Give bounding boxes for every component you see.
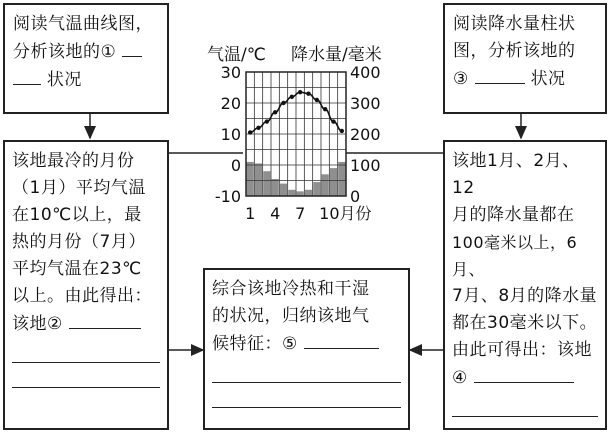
tick-label-temperature: 30 bbox=[220, 63, 241, 82]
top-right-line2: 图，分析该地的 bbox=[453, 41, 576, 61]
temperature-point bbox=[315, 98, 319, 102]
precip-bar bbox=[313, 182, 320, 196]
tick-label-month: 4 bbox=[270, 204, 281, 223]
tick-label-precipitation: 0 bbox=[350, 187, 361, 206]
precip-bar bbox=[255, 163, 262, 196]
temperature-point bbox=[290, 95, 294, 99]
tick-label-temperature: 0 bbox=[230, 156, 241, 175]
mid-left-line: 以上。由此得出： bbox=[12, 286, 152, 306]
temperature-point bbox=[298, 90, 302, 94]
axis-title-precipitation: 降水量/毫米 bbox=[291, 45, 382, 65]
mid-left-line: 该地② bbox=[12, 314, 63, 334]
precip-bar bbox=[263, 171, 270, 196]
tick-label-temperature: 10 bbox=[220, 125, 241, 144]
temperature-point bbox=[306, 92, 310, 96]
tick-label-month: 7 bbox=[295, 204, 306, 223]
top-right-line1: 阅读降水量柱状 bbox=[453, 14, 576, 34]
top-left-line3-suffix: 状况 bbox=[46, 70, 82, 90]
tick-label-precipitation: 300 bbox=[350, 94, 381, 113]
temperature-point bbox=[256, 126, 260, 130]
mid-right-line: 7月、8月的降水量 bbox=[452, 286, 598, 306]
mid-right-line: 月的降水量都在 bbox=[452, 205, 575, 225]
temperature-point bbox=[265, 119, 269, 123]
mid-right-line: ④ bbox=[452, 368, 468, 388]
precip-bar bbox=[338, 162, 345, 196]
mid-right-line: 都在30毫米以下。 bbox=[452, 313, 598, 333]
temperature-point bbox=[281, 101, 285, 105]
mid-left-line: 平均气温在23℃ bbox=[12, 259, 142, 279]
precip-bar bbox=[280, 184, 287, 196]
precip-bar bbox=[272, 179, 279, 196]
mid-left-line: 热的月份（7月） bbox=[12, 232, 146, 252]
precip-bar bbox=[305, 190, 312, 196]
tick-label-precipitation: 400 bbox=[350, 63, 381, 82]
temperature-point bbox=[331, 119, 335, 123]
top-left-line2: 分析该地的① bbox=[13, 42, 117, 62]
tick-label-temperature: -10 bbox=[214, 187, 241, 206]
center-line: 综合该地冷热和干湿 bbox=[212, 279, 370, 299]
temperature-point bbox=[340, 129, 344, 133]
precip-bar bbox=[330, 168, 337, 196]
tick-label-month: 10月份 bbox=[319, 204, 372, 223]
mid-left-line: 该地最冷的月份 bbox=[12, 151, 135, 171]
tick-label-temperature: 20 bbox=[220, 94, 241, 113]
mid-left-line: （1月）平均气温 bbox=[12, 178, 146, 198]
precip-bar bbox=[322, 174, 329, 196]
precip-bar bbox=[288, 190, 295, 196]
mid-right-line: 该地1月、2月、12 bbox=[452, 151, 580, 198]
mid-right-line: 由此可得出：该地 bbox=[452, 340, 592, 360]
temperature-point bbox=[248, 130, 252, 134]
top-right-line3-prefix: ③ bbox=[453, 69, 469, 89]
temperature-point bbox=[323, 107, 327, 111]
axis-title-temperature: 气温/℃ bbox=[207, 45, 266, 65]
top-right-line3-suffix: 状况 bbox=[530, 69, 566, 89]
temperature-point bbox=[273, 110, 277, 114]
center-line: 候特征：⑤ bbox=[212, 334, 298, 354]
top-left-line1: 阅读气温曲线图， bbox=[13, 14, 153, 34]
tick-label-precipitation: 200 bbox=[350, 125, 381, 144]
tick-label-precipitation: 100 bbox=[350, 156, 381, 175]
precip-bar bbox=[247, 162, 254, 196]
mid-left-line: 在10℃以上，最 bbox=[12, 205, 142, 225]
center-line: 的状况，归纳该地气 bbox=[212, 306, 370, 326]
tick-label-month: 1 bbox=[245, 204, 256, 223]
mid-right-line: 100毫米以上，6月、 bbox=[452, 233, 578, 279]
